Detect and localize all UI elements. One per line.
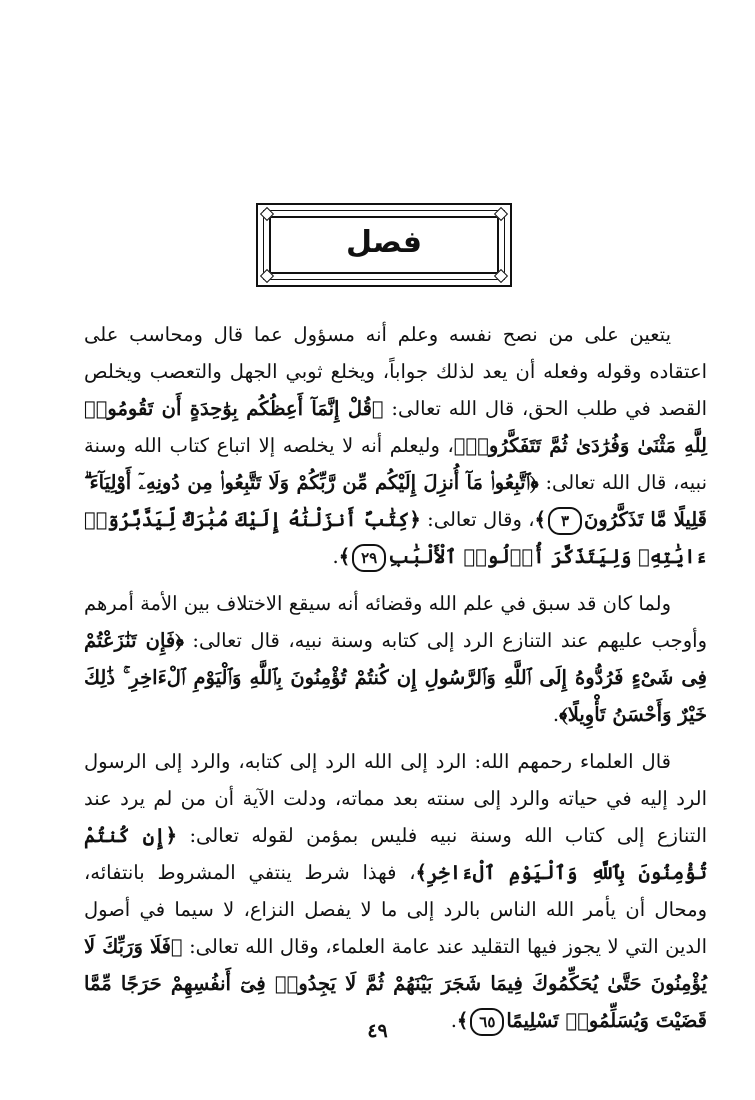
quran-verse: ﴾ [338, 545, 351, 568]
frame-corner-ornament [260, 269, 274, 283]
quran-verse: ﴿ٱتَّبِعُوا۟ مَآ أُنزِلَ إِلَيْكُم مِّن رَّبِّكُمْ وَلَا تَتَّبِعُوا۟ مِن دُونِهِۦٓ أَوْلِيَآءَ ۗ قَلِيلًا مَّا تَذَكَّرُونَ [84, 471, 707, 531]
paragraph-text: . [552, 703, 560, 726]
frame-corner-ornament [494, 207, 508, 221]
quran-verse: ﴿فَإِن تَنَٰزَعْتُمْ فِى شَىْءٍ فَرُدُّوهُ إِلَى ٱللَّهِ وَٱلرَّسُولِ إِن كُنتُمْ تُؤْمِنُونَ بِٱللَّهِ وَٱلْيَوْمِ ٱلْءَاخِرِ ۚ ذَٰلِكَ خَيْرٌ وَأَحْسَنُ تَأْوِيلًا﴾ [84, 629, 707, 726]
quran-verse: ﴾ [534, 508, 546, 531]
quran-verse: ﴿كِتَٰبٌ أَنزَلْنَٰهُ إِلَيْكَ مُبَٰرَكٌ لِّيَدَّبَّرُوٓا۟ ءَايَٰتِهِۦ وَلِيَتَذَكَّرَ أُو۟لُوا۟ ٱلْأَلْبَٰبِ [84, 508, 707, 568]
paragraph-text: . [332, 545, 339, 568]
paragraph [84, 743, 707, 1039]
paragraph-text: ، وقال تعالى: [420, 508, 535, 531]
paragraph [84, 316, 707, 575]
ayah-number-marker: ٣ [548, 507, 582, 535]
paragraph-text: ، فهذا شرط ينتفي المشروط بانتفائه، ومحال أن يأمر الله الناس بالرد إلى ما لا يفصل النزاع، لا سيما في أصول الدين التي لا يجوز فيها التقليد عند عامة العلماء، وقال الله تعالى: [84, 861, 707, 958]
frame-corner-ornament [494, 269, 508, 283]
paragraph-text: ولما كان قد سبق في علم الله وقضائه أنه سيقع الاختلاف بين الأمة أمرهم وأوجب عليهم عند التنازع الرد إلى كتابه وسنة نبيه، قال تعالى: [84, 592, 707, 652]
page-number: ٤٩ [367, 1020, 388, 1042]
chapter-heading: فصل [346, 225, 422, 260]
chapter-heading-frame [256, 203, 512, 287]
paragraph-text: ، وليعلم أنه لا يخلصه إلا اتباع كتاب الله وسنة نبيه، قال الله تعالى: [84, 434, 707, 494]
ayah-number-marker: ٦٥ [470, 1008, 504, 1036]
quran-verse: ﴿قُلْ إِنَّمَآ أَعِظُكُم بِوَٰحِدَةٍ أَن تَقُومُوا۟ لِلَّهِ مَثْنَىٰ وَفُرَٰدَىٰ ثُمَّ تَتَفَكَّرُوا۟﴾ [84, 397, 707, 457]
quran-verse: ﴿إِن كُنتُمْ تُؤْمِنُونَ بِٱللَّهِ وَٱلْيَوْمِ ٱلْءَاخِرِ﴾ [84, 824, 708, 884]
paragraph-text: . [450, 1009, 457, 1032]
paragraph [84, 585, 707, 733]
paragraph-text: قال العلماء رحمهم الله: الرد إلى الله الرد إلى كتابه، والرد إلى الرسول الرد إليه في حياته والرد إلى سنته بعد مماته، ودلت الآية أن من لم يرد عند التنازع إلى كتاب الله وسنة نبيه فليس بمؤمن لقوله تعالى: [84, 750, 707, 847]
paragraph-text: يتعين على من نصح نفسه وعلم أنه مسؤول عما قال ومحاسب على اعتقاده وقوله وفعله أن يعد لذلك جواباً، ويخلع ثوبي الجهل والتعصب ويخلص القصد في طلب الحق، قال الله تعالى: [84, 323, 708, 420]
quran-verse: ﴾ [456, 1009, 469, 1032]
frame-corner-ornament [260, 207, 274, 221]
quran-verse: ﴿فَلَا وَرَبِّكَ لَا يُؤْمِنُونَ حَتَّىٰ يُحَكِّمُوكَ فِيمَا شَجَرَ بَيْنَهُمْ ثُمَّ لَا يَجِدُوا۟ فِىٓ أَنفُسِهِمْ حَرَجًا مِّمَّا قَضَيْتَ وَيُسَلِّمُوا۟ تَسْلِيمًا [84, 935, 707, 1032]
ayah-number-marker: ٢٩ [352, 544, 386, 572]
body-text [84, 316, 707, 1039]
